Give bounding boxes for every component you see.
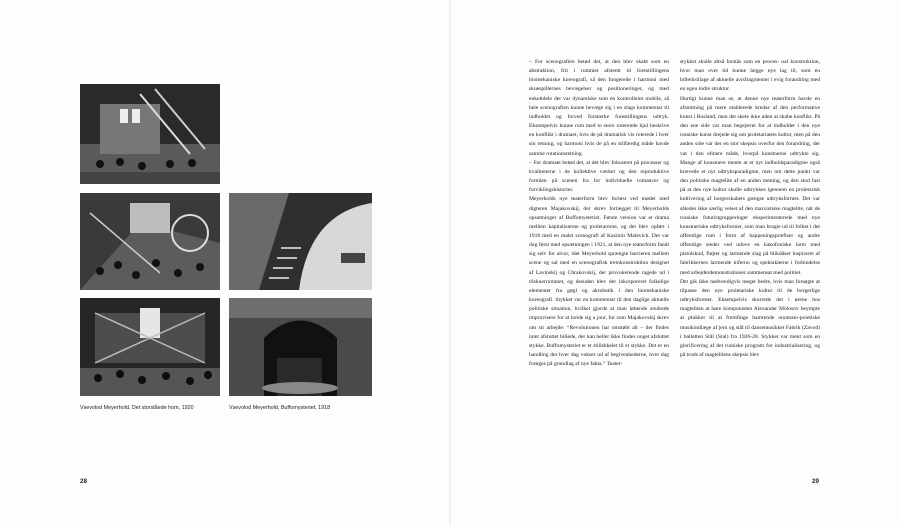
paragraph: – For scenografien betød det, at den blev skabt som en abstraktion, frit i rummet afstemt til forestillingens biomekaniske koreografi, så den fungerede i harmoni med skuespillernes bevægelser og positioneringer, og med enkeltdele der var dynamiske som en kontrolleret mobile, så hele scenografien kunne bevæge sig i en slags kommentar til indholdet og forved forstærke forestillingens udtryk. Eksempelvis kunne rum med to store roterende hjul beskrive en konflikt i dramaet, hvis de på dramatisk vis roterede i hver sin retning, og harmoni hvis de på en stilfærdig måde havde samme rotationsretning. [529, 59, 669, 157]
caption-right: Vsevolod Meyerhold, Buffomysteriet, 1918 [229, 405, 331, 411]
text-column-1 [529, 58, 669, 478]
photo-stage-scaffold [80, 298, 220, 396]
page-number-left: 28 [80, 478, 87, 485]
text-column-2 [680, 58, 820, 478]
paragraph: – For dramaet betød det, at det blev fokuseret på processer og kvaliteterne i de kollektive værker og den reproduktive formlen på scenen fra for individuelle romancer og forviklingshistorier. [529, 159, 669, 194]
photo-black-arch [229, 298, 372, 396]
photo-stage-ladder [80, 84, 220, 184]
photo-staircase-arch [229, 193, 372, 290]
caption-left: Vsevolod Meyerhold, Det storslåede hom, 1920 [80, 405, 194, 411]
paragraph: stykket skulle altså forstås som en proces- ual konstruktion, hvor man over tid kunne lægge nye lag til, som en billedcollage af aktuelle avisfragmenter i evig forandring med en egen indre struktur. [680, 59, 820, 93]
page-number-right: 29 [812, 478, 819, 485]
paragraph: Meyerholds nye teaterform blev forløst ved mødet med digteren Majakovskij, der skrev forlægget til Meyerholds opsætninger af Buffomysteriet. Første version var et drama mellem kapitalisterne og proletarerne, og det blev opført i 1918 med en malet scenografi af Kazimir Malevich. Det var dog først med opsætningen i 1921, at den nye teaterform fandt sig selv for alvor, idet Meyerhold sprængte barrieren mellem scene og sal med en scenografisk tremkonstruktion designet af Lavinskij og Chrakovskij, der provokerende ragede ud i tilskuerrummet, og desuden blev der inkorporeret folkelige elementer fra gøgl og akrobatik i den biomekaniske koreografi. Stykket var en kommentar til den daglige aktuelle politiske situation, hvilket gjorde at man løbende ændrede improvisere for at holde sig a jour, for som Majakovskij skrev om sit arbejde: “Revolutionen har omstøbt alt – der findes intet afsluttet billede, der kan heller ikke findes noget afsluttet stykke. Buffomysteriet er et stillsbkelet til et stykke. Det er en handling der hver dag vokser ud af begivenhederne, hver dag forøges på grundlag af nye fakta.” Teater- [529, 196, 669, 368]
book-gutter [449, 0, 451, 525]
paragraph: Det gik ikke nødvendigvis meget bedre, hvis man forsøgte at tilpasse den nye proletariske kultur til de borgerlige udtryksformer. Eksempelvis skurrede det i ørene hos magteliten at høre komponisten Alexander Mólosov beympte at plukker til at fremfinge hamrende onomato-poietiske musikindlæge af jern og stål til dansemusikket Fabrik (Zavod) i balletten Stål (Stal) fra 1926-28. Stykket var ment som en glorificering af det russiske program for industrialisering, og på trods af magtelitens skepsis blev [680, 278, 820, 358]
photo-constructivist-set [80, 193, 220, 290]
paragraph: Hurtigt kunne man se, at denne nye teaterform havde en afsmitning på mere etablerede kredse af den performative kunst i Rusland, men det skete ikke uden at skabe konflikt. På den ene side var man begejstret for at indholdet i den nye russiske kunst drejede sig om proletariatets kultur, men på den anden side var der en stor skepsis overfor den forandring, der var i den elitære måde, hvorpå kunstnerne udtrykte sig. Mange af kunstnere mente at et nyt indholdsparadigme også krævede et nyt udtryksparadigme, men om dette punkt var den politiske magtelite af en anden mening, og den stod fast på at den nye kultur skulle udtrykkes igennem en proletarisk kultivering af borgerskabets gængse udtryksformer. Det var således ikke særlig velset af den marxistiske magtelite, når de russiske futuristgrupperinger eksperimenterede med nye kunstneriske udtryksformer, som man bragte ud til folket i det offentlige rum i form af happeningspræfiser og andre offentlige steder ved udove en kakofoniske larm med pistolskud, fløjter og larmende slag på blikdåser inspireret af fabrikkernes larmende inferno og spektaklerne i forbindelse med arbejderdemonstrationer sammensat med politiet. [680, 95, 820, 276]
